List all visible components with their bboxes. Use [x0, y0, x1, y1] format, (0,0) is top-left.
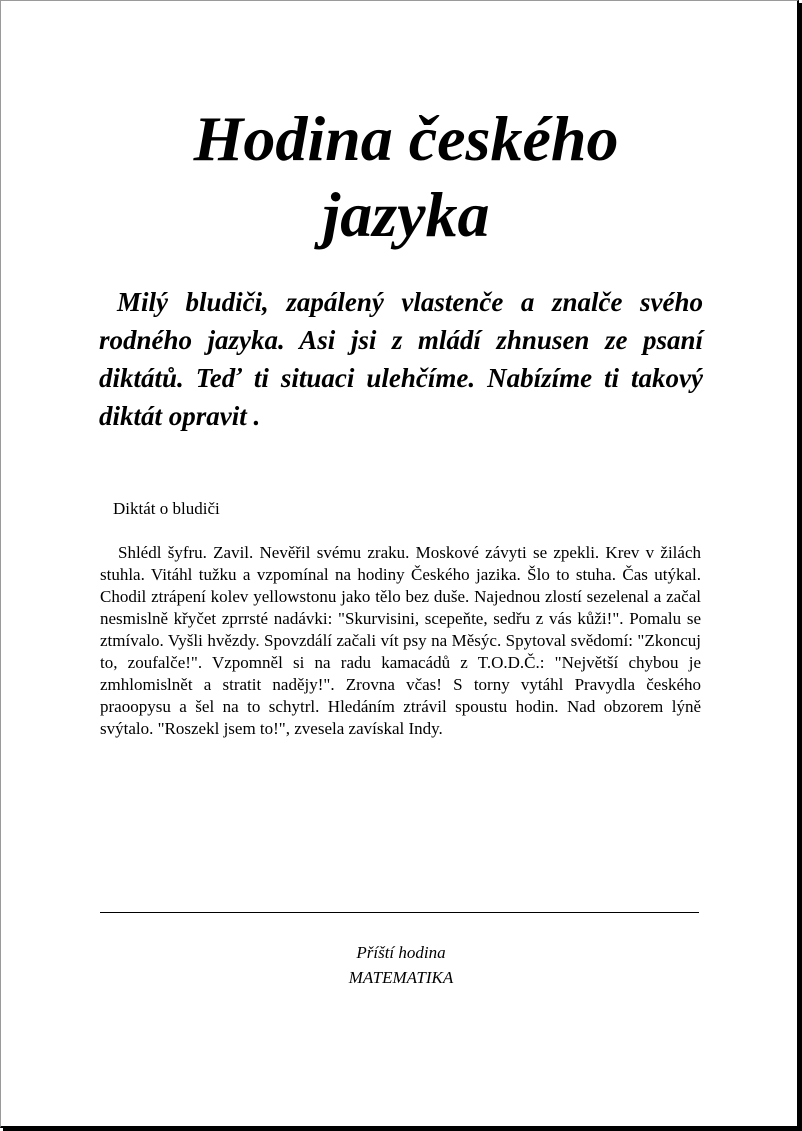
footer-line-2: MATEMATIKA [348, 968, 454, 987]
page-title-line-2: jazyka [322, 179, 490, 250]
dictation-body: Shlédl šyfru. Zavil. Nevěřil svému zraku. Moskové závyti se zpekli. Krev v žilách stuhla. Vitáhl tužku a vzpomínal na hodiny Českého jazika. Šlo to stuha. Čas utýkal. Chodil ztrápení kolev yellowstonu jako tělo bez duše. Najednou zlostí sezelenal a začal nesmislně křyčet zprrsté nadávki: "Skurvisini, scepeňte, sedřu z vás kůži!". Pomalu se ztmívalo. Vyšli hvězdy. Spovzdálí začali vít psy na Měsýc. Spytoval svědomí: "Zkoncuj to, zoufalče!". Vzpomněl si na radu kamacádů z T.O.D.Č.: "Největší chybou je zmhlomislnět a stratit nadějy!". Zrovna včas! S torny vytáhl Pravydla českého praoopysu a šel na to schytrl. Hledáním ztrávil spoustu hodin. Nad obzorem lýně svýtalo. "Roszekl jsem to!", zvesela zavískal Indy. [100, 543, 701, 738]
horizontal-rule [100, 912, 699, 913]
page-title [1, 101, 802, 253]
intro-text: Milý bludiči, zapálený vlastenče a znalče svého rodného jazyka. Asi jsi z mládí zhnusen ze psaní diktátů. Teď ti situaci ulehčíme. Nabízíme ti takový diktát opravit . [99, 287, 703, 431]
footer-note [1, 940, 801, 990]
dictation-title: Diktát o bludiči [113, 499, 220, 518]
dictation-text [100, 542, 701, 740]
intro-paragraph [99, 283, 703, 435]
footer-line-1: Příští hodina [356, 943, 446, 962]
page-title-line-1: Hodina českého [193, 103, 619, 174]
